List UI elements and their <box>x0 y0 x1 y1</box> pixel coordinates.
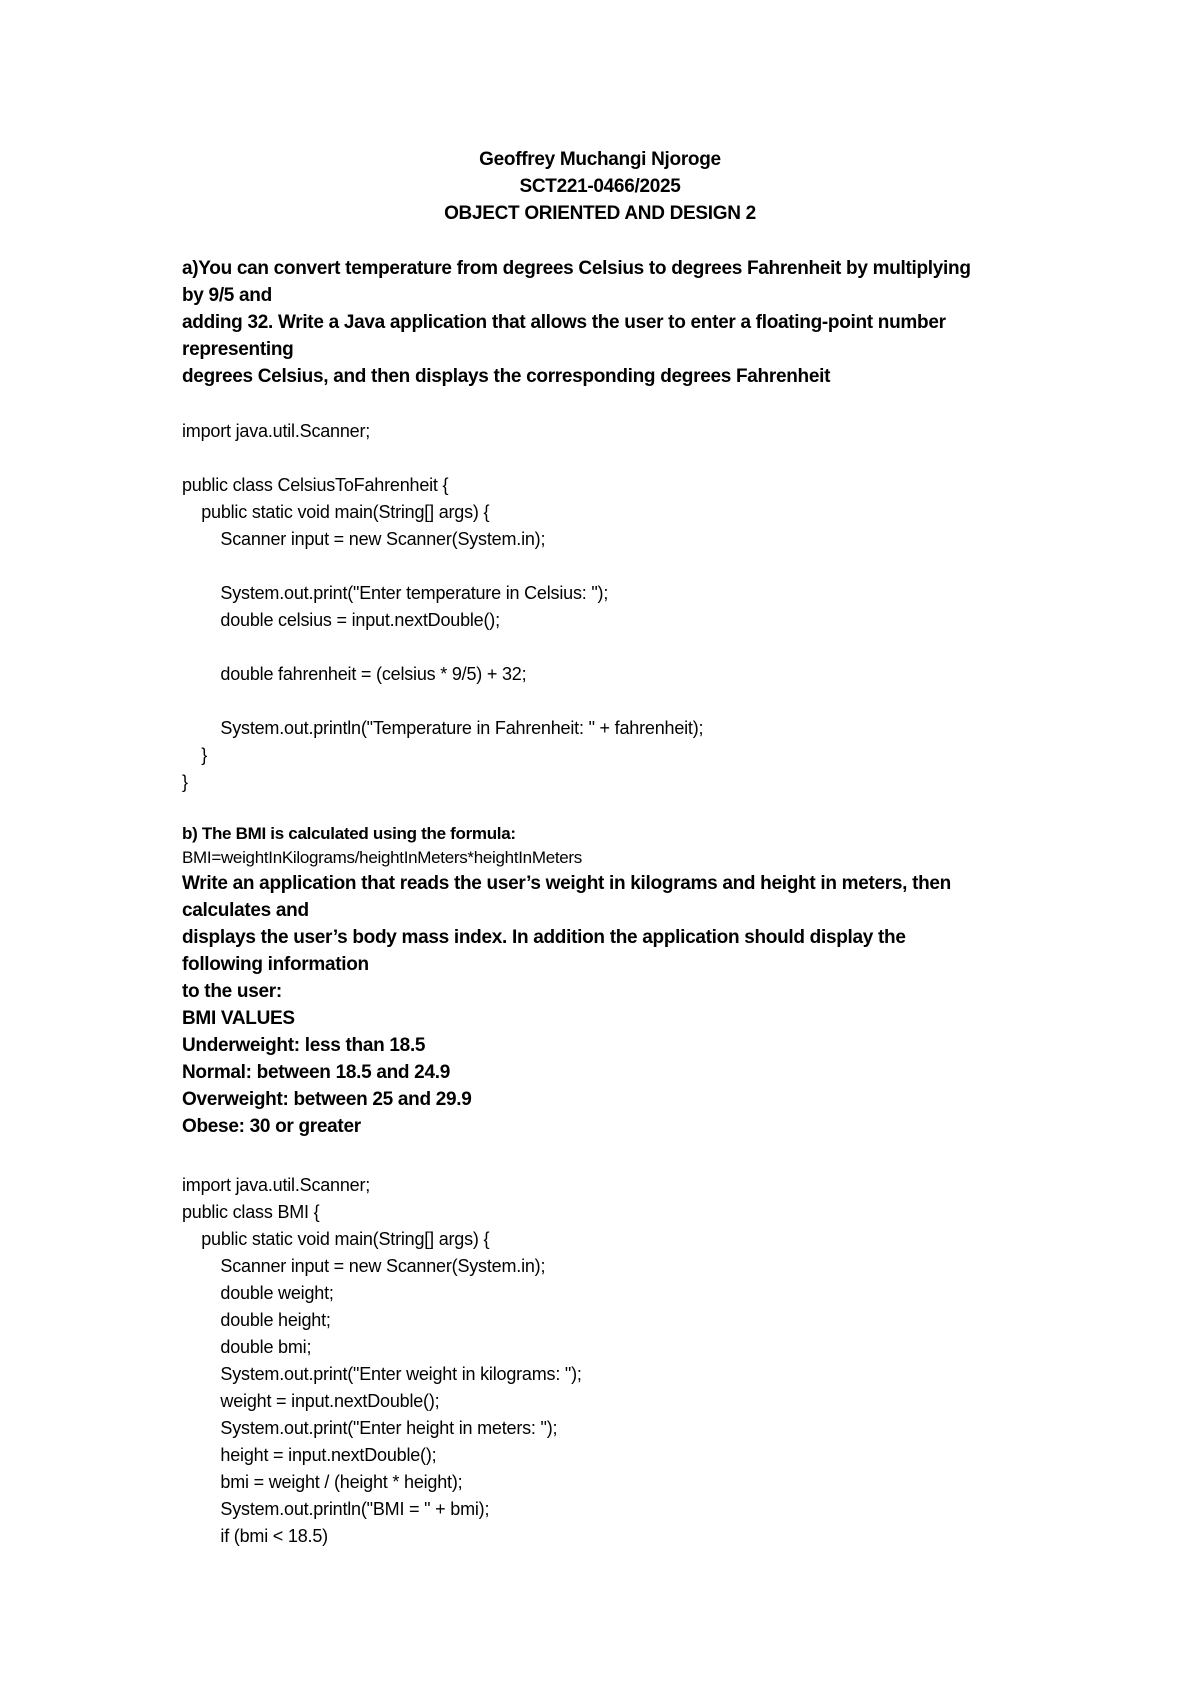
question-b-line: calculates and <box>182 900 309 921</box>
code-line: double height; <box>182 1310 331 1330</box>
course-title: OBJECT ORIENTED AND DESIGN 2 <box>444 203 756 224</box>
question-b-line: displays the user’s body mass index. In addition the application should display the <box>182 927 906 948</box>
question-a-line: by 9/5 and <box>182 285 272 306</box>
question-b-line: Write an application that reads the user’s weight in kilograms and height in meters, then <box>182 873 951 894</box>
code-line: double weight; <box>182 1283 334 1303</box>
question-a <box>182 255 1062 390</box>
code-line <box>182 445 1062 472</box>
code-line <box>182 688 1062 715</box>
code-line: System.out.print("Enter height in meters: "); <box>182 1418 558 1438</box>
question-a-line: a)You can convert temperature from degrees Celsius to degrees Fahrenheit by multiplying <box>182 258 971 279</box>
code-line: System.out.print("Enter weight in kilograms: "); <box>182 1364 582 1384</box>
document-header <box>0 146 1200 227</box>
code-line: } <box>182 772 188 792</box>
question-b-intro: b) The BMI is calculated using the formula: <box>182 824 516 843</box>
code-line: public class CelsiusToFahrenheit { <box>182 475 449 495</box>
question-b-line: Obese: 30 or greater <box>182 1116 361 1137</box>
bmi-formula: BMI=weightInKilograms/heightInMeters*heightInMeters <box>182 848 582 867</box>
question-b-line: BMI VALUES <box>182 1008 295 1029</box>
code-line: if (bmi < 18.5) <box>182 1526 328 1546</box>
code-line: System.out.println("BMI = " + bmi); <box>182 1499 490 1519</box>
code-line: bmi = weight / (height * height); <box>182 1472 463 1492</box>
question-a-line: degrees Celsius, and then displays the corresponding degrees Fahrenheit <box>182 366 831 387</box>
code-line <box>182 553 1062 580</box>
question-a-line: representing <box>182 339 294 360</box>
question-b-line: following information <box>182 954 369 975</box>
code-line: } <box>182 745 208 765</box>
code-line: public static void main(String[] args) { <box>182 1229 490 1249</box>
code-line: double bmi; <box>182 1337 312 1357</box>
code-line: System.out.print("Enter temperature in Celsius: "); <box>182 583 609 603</box>
code-line: System.out.println("Temperature in Fahrenheit: " + fahrenheit); <box>182 718 704 738</box>
code-line: double fahrenheit = (celsius * 9/5) + 32; <box>182 664 527 684</box>
code-line: height = input.nextDouble(); <box>182 1445 437 1465</box>
code-line: double celsius = input.nextDouble(); <box>182 610 500 630</box>
code-listing-a <box>182 418 1062 796</box>
question-b-line: to the user: <box>182 981 282 1002</box>
registration-number: SCT221-0466/2025 <box>519 176 681 197</box>
code-line: import java.util.Scanner; <box>182 1175 371 1195</box>
code-listing-b <box>182 1172 1062 1550</box>
code-line: weight = input.nextDouble(); <box>182 1391 440 1411</box>
author-name: Geoffrey Muchangi Njoroge <box>479 149 721 170</box>
question-b-line: Normal: between 18.5 and 24.9 <box>182 1062 450 1083</box>
code-line: Scanner input = new Scanner(System.in); <box>182 1256 546 1276</box>
code-line: Scanner input = new Scanner(System.in); <box>182 529 546 549</box>
code-line <box>182 634 1062 661</box>
question-b-line: Overweight: between 25 and 29.9 <box>182 1089 472 1110</box>
question-a-line: adding 32. Write a Java application that allows the user to enter a floating-point number <box>182 312 946 333</box>
code-line: public static void main(String[] args) { <box>182 502 490 522</box>
question-b <box>182 822 1062 1140</box>
code-line: public class BMI { <box>182 1202 320 1222</box>
question-b-line: Underweight: less than 18.5 <box>182 1035 426 1056</box>
code-line: import java.util.Scanner; <box>182 421 371 441</box>
